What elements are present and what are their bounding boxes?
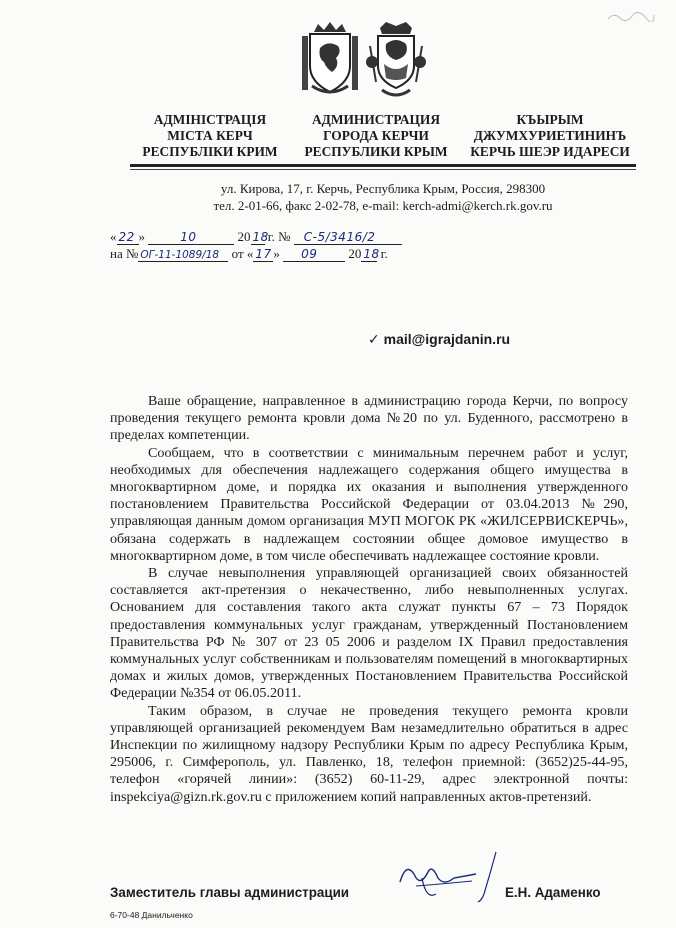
header-ru-line: РЕСПУБЛИКИ КРЫМ bbox=[304, 144, 448, 159]
reference-year: 18 bbox=[363, 247, 380, 261]
crimea-coat-of-arms-icon bbox=[302, 22, 358, 92]
executor-contact: 6-70-48 Данильченко bbox=[110, 910, 193, 920]
outgoing-registration: « 22 » 10 20 18 г. № С-5/3416/2 bbox=[110, 229, 402, 245]
body-paragraph: В случае невыполнения управляющей организацией своих обязанностей составляется акт-претензия о некачественно, либо невыполненных услугах. Основанием для составления такого акта служат пункты 67 – 73 Порядок предоставления коммунальных услуг гражданам, утвержденный Постановлением Правительства РФ № 307 от 23 05 2006 и разделом IX Правил предоставления коммунальных услуг собственникам и пользователям помещений в многоквартирных домах и жилых домов, утвержденных Постановлением Правительства Российской Федерации №354 от 06.05.2011. bbox=[110, 565, 628, 702]
reference-day: 17 bbox=[255, 247, 272, 261]
letter-body bbox=[110, 393, 628, 806]
header-crh-line: ДЖУМХУРИЕТИНИНЪ bbox=[473, 128, 627, 143]
body-paragraph: Сообщаем, что в соответствии с минимальным перечнем работ и услуг, необходимых для обеспечения надлежащего содержания общего имущества в многоквартирном доме, и порядка их оказания и выполнения утвержденного постановлением Правительства Российской Федерации от 03.04.2013 №290, управляющая данным домом организация МУП МОГОК РК «ЖИЛСЕРВИСКЕРЧЬ», обязана содержать в надлежащем состоянии общее домовое имущество в многоквартирном доме, в том числе обеспечивать надлежащее состояние кровли. bbox=[110, 444, 628, 564]
address-line: ул. Кирова, 17, г. Керчь, Республика Крым, Россия, 298300 bbox=[220, 181, 546, 196]
header-rule bbox=[130, 164, 636, 167]
check-icon: ✓ bbox=[368, 331, 380, 347]
outgoing-number: С-5/3416/2 bbox=[303, 230, 376, 244]
kerch-coat-of-arms-icon bbox=[366, 22, 426, 95]
incoming-reference: на № ОГ-11-1089/18 от « 17 » 09 20 18 г. bbox=[110, 246, 388, 261]
header-ua-line: МІСТА КЕРЧ bbox=[167, 128, 253, 143]
outgoing-month: 10 bbox=[180, 230, 197, 244]
header-ru-line: АДМИНИСТРАЦИЯ bbox=[311, 112, 440, 127]
header-ru-line: ГОРОДА КЕРЧИ bbox=[323, 128, 429, 143]
handwritten-signature bbox=[392, 848, 504, 908]
header-rule-thin bbox=[130, 169, 636, 170]
body-paragraph: Таким образом, в случае не проведения текущего ремонта кровли управляющей организацией рекомендуем Вам незамедлительно обратиться в адрес Инспекции по жилищному надзору Республики Крым по адресу Республика Крым, 295006, г. Симферополь, ул. Павленко, 18, телефон приемной: (3652)25-44-95, телефон «горячей линии»: (3652) 60-11-29, адрес электронной почты: inspekciya@gizn.rk.gov.ru с приложением копий направленных актов-претензий. bbox=[110, 702, 628, 805]
recipient-email-text: mail@igrajdanin.ru bbox=[383, 331, 511, 347]
outgoing-year: 18 bbox=[252, 230, 269, 244]
header-crh-line: КЕРЧЬ ШЕЭР ИДАРЕСИ bbox=[470, 144, 630, 159]
signatory-name: Е.Н. Адаменко bbox=[505, 885, 601, 900]
emblems bbox=[0, 22, 676, 102]
header-ukrainian bbox=[130, 112, 290, 160]
reference-month: 09 bbox=[301, 247, 318, 261]
header-ua-line: РЕСПУБЛІКИ КРИМ bbox=[142, 144, 278, 159]
reference-number: ОГ-11-1089/18 bbox=[140, 249, 220, 261]
header-crh-line: КЪЫРЫМ bbox=[516, 112, 584, 127]
header-ua-line: АДМІНІСТРАЦІЯ bbox=[153, 112, 267, 127]
recipient-email bbox=[368, 331, 510, 348]
outgoing-day: 22 bbox=[118, 230, 135, 244]
header-russian bbox=[290, 112, 462, 160]
header-crimean-tatar bbox=[462, 112, 638, 160]
signatory-title: Заместитель главы администрации bbox=[110, 885, 350, 900]
body-paragraph: Ваше обращение, направленное в администрацию города Керчи, по вопросу проведения текущего ремонта кровли дома №20 по ул. Буденного, рассмотрено в пределах компетенции. bbox=[110, 393, 628, 444]
contacts-line: тел. 2-01-66, факс 2-02-78, e-mail: kerch-admi@kerch.rk.gov.ru bbox=[213, 198, 553, 213]
